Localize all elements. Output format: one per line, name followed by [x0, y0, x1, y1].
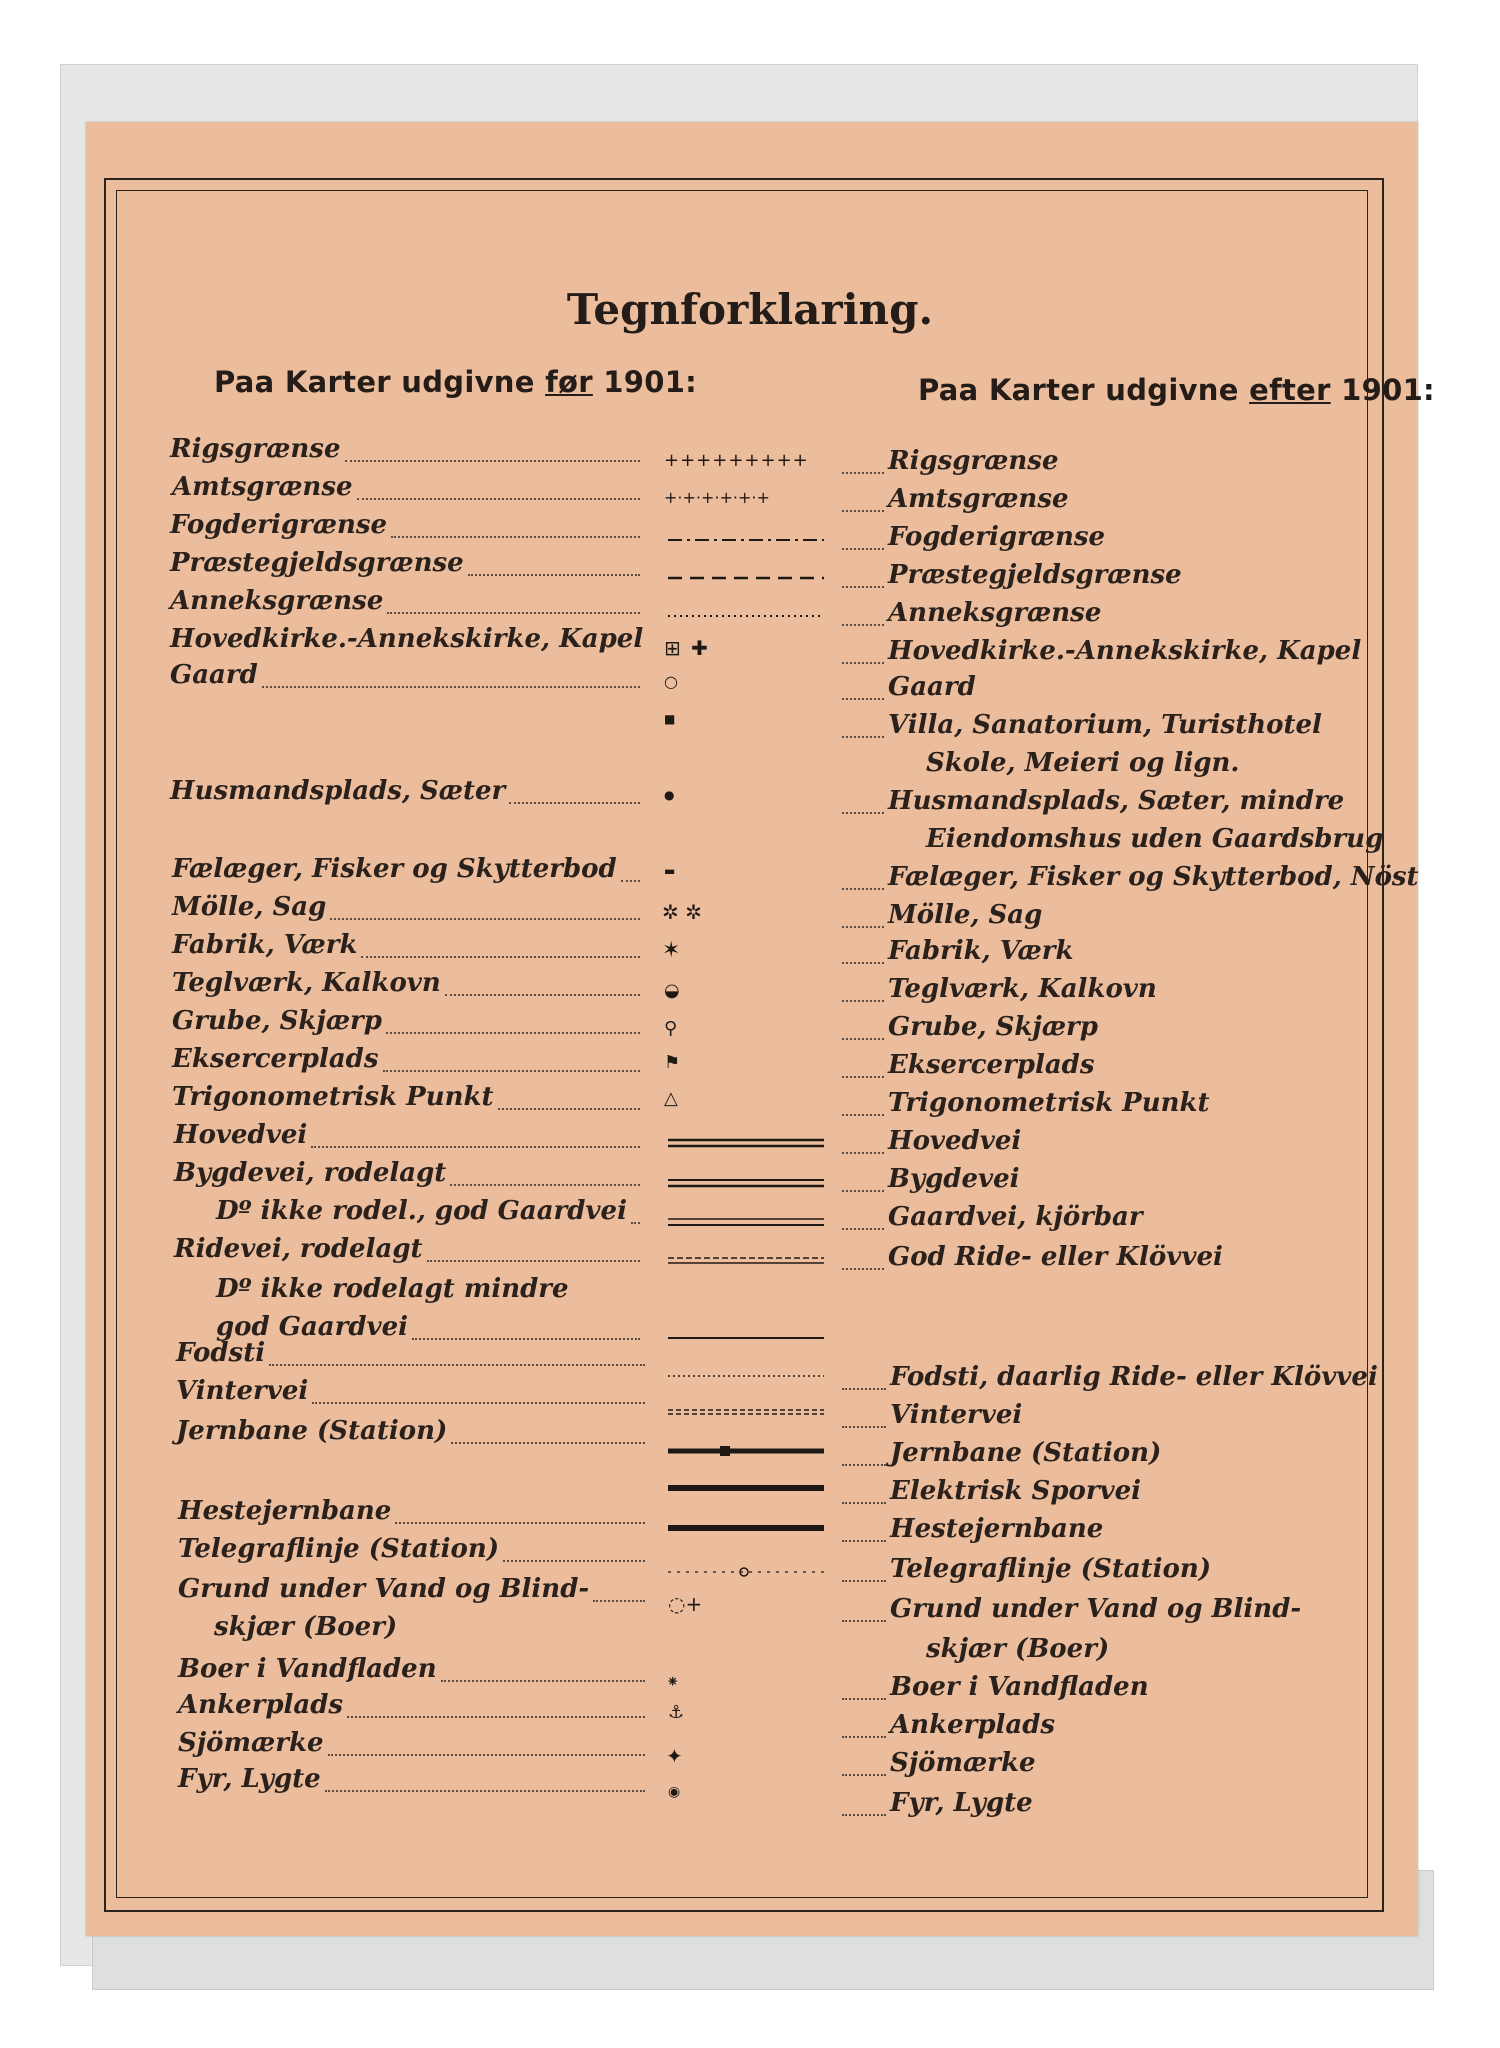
husmand-symbol: ● [664, 788, 675, 802]
left-legend-label: Anneksgrænse [170, 586, 384, 616]
leader-dots [347, 1716, 645, 1718]
leader-dots [312, 1402, 645, 1404]
right-legend-label: Amtsgrænse [888, 484, 1069, 514]
right-legend-label: Gaardvei, kjörbar [888, 1202, 1143, 1232]
sjomaerke-symbol: ✦ [666, 1744, 683, 1768]
left-header-suffix: 1901: [592, 365, 698, 399]
kirke-symbol: ⊞ ✚ [664, 636, 710, 660]
right-header-prefix: Paa Karter udgivne [918, 373, 1250, 407]
leader-dots [842, 1114, 884, 1116]
left-legend-label: Bygdevei, rodelagt [174, 1158, 447, 1188]
leader-dots [842, 624, 884, 626]
right-legend-label: Skole, Meieri og lign. [926, 748, 1240, 778]
left-legend-label: Telegraflinje (Station) [178, 1534, 500, 1564]
left-legend-label: Grube, Skjærp [172, 1006, 382, 1036]
leader-dots [509, 802, 640, 804]
leader-dots [311, 1146, 640, 1148]
leader-dots [412, 1338, 640, 1340]
right-legend-label: Grund under Vand og Blind- [890, 1594, 1302, 1624]
left-legend-label: Vintervei [176, 1376, 309, 1406]
leader-dots [842, 1774, 886, 1776]
leader-dots [328, 1754, 645, 1756]
boer-symbol: ⁕ [666, 1672, 680, 1691]
leader-dots [842, 1502, 886, 1504]
leader-dots [631, 1222, 640, 1224]
right-legend-label: Sjömærke [890, 1748, 1036, 1778]
anneksgraense-symbol [668, 606, 828, 626]
leader-dots [498, 1108, 640, 1110]
fyr-symbol: ◉ [668, 1784, 681, 1800]
amtsgraense-symbol: +·+·+·+·+·+ [664, 488, 770, 507]
left-legend-label: Fælæger, Fisker og Skytterbod [172, 854, 617, 884]
leader-dots [391, 536, 640, 538]
leader-dots [842, 1190, 884, 1192]
leader-dots [842, 472, 884, 474]
left-legend-label: Ankerplads [178, 1690, 344, 1720]
leader-dots [345, 460, 641, 462]
leader-dots [842, 1038, 884, 1040]
leader-dots [842, 548, 884, 550]
hovedvei-symbol [668, 1133, 828, 1153]
leader-dots [842, 1580, 886, 1582]
ridevei-symbol [668, 1250, 828, 1270]
fogderigraense-symbol [668, 530, 828, 550]
right-legend-label: Hestejernbane [890, 1514, 1104, 1544]
left-legend-label: Trigonometrisk Punkt [172, 1082, 494, 1112]
left-legend-label: Eksercerplads [172, 1044, 379, 1074]
page-title: Tegnforklaring. [566, 285, 934, 334]
left-legend-label: Fyr, Lygte [178, 1764, 321, 1794]
left-legend-label: Hovedkirke.-Annekskirke, Kapel [170, 624, 644, 654]
trig-symbol: △ [664, 1088, 678, 1109]
left-legend-label: Boer i Vandfladen [178, 1654, 437, 1684]
leader-dots [842, 1228, 884, 1230]
fabrik-symbol: ✶ [662, 938, 681, 963]
left-legend-label: Jernbane (Station) [176, 1416, 448, 1446]
left-legend-label: Teglværk, Kalkovn [172, 968, 441, 998]
leader-dots [842, 510, 884, 512]
eksercerplads-symbol: ⚑ [664, 1052, 681, 1073]
grube-symbol: ⚲ [664, 1018, 678, 1039]
leader-dots [842, 736, 884, 738]
right-legend-label: Fyr, Lygte [890, 1788, 1033, 1818]
leader-dots [386, 1032, 640, 1034]
left-legend-label: Grund under Vand og Blind- [178, 1574, 590, 1604]
leader-dots [842, 1076, 884, 1078]
telegraflinje-symbol [668, 1562, 828, 1582]
leader-dots [262, 686, 640, 688]
left-legend-label: Fogderigrænse [170, 510, 388, 540]
leader-dots [450, 1184, 640, 1186]
right-legend-label: Villa, Sanatorium, Turisthotel [888, 710, 1322, 740]
vintervei-symbol [668, 1402, 828, 1422]
leader-dots [427, 1260, 640, 1262]
left-header-prefix: Paa Karter udgivne [214, 365, 546, 399]
leader-dots [842, 698, 884, 700]
hestejernbane-symbol [668, 1518, 828, 1538]
left-legend-label: Hestejernbane [178, 1496, 392, 1526]
left-legend-label: skjær (Boer) [214, 1612, 398, 1642]
leader-dots [330, 918, 640, 920]
villa-symbol: ■ [664, 712, 676, 726]
left-legend-label: Mölle, Sag [172, 892, 327, 922]
bod-symbol: ▬ [664, 864, 676, 878]
leader-dots [503, 1560, 645, 1562]
leader-dots [621, 880, 640, 882]
leader-dots [357, 498, 640, 500]
right-legend-label: Telegraflinje (Station) [890, 1554, 1212, 1584]
leader-dots [842, 1152, 884, 1154]
molle-symbol: ✲ ✲ [662, 900, 702, 924]
left-legend-label: Hovedvei [174, 1120, 308, 1150]
right-legend-label: Vintervei [890, 1400, 1023, 1430]
leader-dots [842, 1540, 886, 1542]
left-legend-label: Sjömærke [178, 1728, 324, 1758]
leader-dots [842, 1268, 884, 1270]
right-legend-label: Eksercerplads [888, 1050, 1095, 1080]
left-legend-label: god Gaardvei [216, 1312, 409, 1342]
leader-dots [269, 1364, 645, 1366]
leader-dots [593, 1600, 645, 1602]
left-legend-label: Dº ikke rodelagt mindre [216, 1274, 569, 1304]
praestegjeldsgraense-symbol [668, 568, 828, 588]
right-legend-label: God Ride- eller Klövvei [888, 1242, 1223, 1272]
leader-dots [361, 956, 640, 958]
right-legend-label: Bygdevei [888, 1164, 1020, 1194]
right-legend-label: Teglværk, Kalkovn [888, 974, 1157, 1004]
teglvaerk-symbol: ◒ [664, 980, 680, 1001]
left-legend-label: Dº ikke rodel., god Gaardvei [216, 1196, 627, 1226]
left-legend-label: Præstegjeldsgrænse [170, 548, 464, 578]
left-legend-label: Rigsgrænse [170, 434, 341, 464]
left-legend-label: Fodsti [176, 1338, 266, 1368]
leader-dots [842, 812, 884, 814]
right-legend-label: Trigonometrisk Punkt [888, 1088, 1210, 1118]
right-legend-label: skjær (Boer) [926, 1634, 1110, 1664]
leader-dots [842, 1814, 886, 1816]
right-legend-label: Fogderigrænse [888, 522, 1106, 552]
leader-dots [842, 962, 884, 964]
left-header-underlined: før [545, 365, 593, 399]
left-legend-label: Gaard [170, 660, 258, 690]
right-legend-label: Fodsti, daarlig Ride- eller Klövvei [890, 1362, 1378, 1392]
leader-dots [842, 888, 884, 890]
grund-symbol: ◌+ [668, 1592, 703, 1616]
leader-dots [842, 1000, 884, 1002]
left-legend-label: Ridevei, rodelagt [174, 1234, 423, 1264]
leader-dots [451, 1442, 645, 1444]
leader-dots [842, 662, 884, 664]
right-legend-label: Ankerplads [890, 1710, 1056, 1740]
right-legend-label: Hovedvei [888, 1126, 1022, 1156]
leader-dots [842, 1620, 886, 1622]
leader-dots [468, 574, 640, 576]
gaardvei-symbol [668, 1212, 828, 1232]
left-legend-label: Amtsgrænse [172, 472, 353, 502]
right-legend-label: Boer i Vandfladen [890, 1672, 1149, 1702]
leader-dots [842, 1464, 886, 1466]
right-legend-label: Jernbane (Station) [890, 1438, 1162, 1468]
rigsgraense-symbol: +++++++++ [664, 450, 809, 471]
bygdevei-symbol [668, 1173, 828, 1193]
right-header-underlined: efter [1249, 373, 1331, 407]
leader-dots [395, 1522, 645, 1524]
right-header-suffix: 1901: [1330, 373, 1435, 407]
leader-dots [445, 994, 640, 996]
right-legend-label: Rigsgrænse [888, 446, 1059, 476]
leader-dots [842, 926, 884, 928]
right-legend-label: Fælæger, Fisker og Skytterbod, Nöst [888, 862, 1419, 892]
right-legend-label: Grube, Skjærp [888, 1012, 1098, 1042]
right-legend-label: Fabrik, Værk [888, 936, 1074, 966]
left-column-header [214, 365, 697, 399]
right-legend-label: Præstegjeldsgrænse [888, 560, 1182, 590]
right-legend-label: Gaard [888, 672, 976, 702]
elektrisk-sporvei-symbol [668, 1478, 828, 1498]
leader-dots [387, 612, 640, 614]
leader-dots [842, 1388, 886, 1390]
fodsti-plain-symbol [668, 1328, 828, 1348]
leader-dots [842, 1736, 886, 1738]
right-legend-label: Husmandsplads, Sæter, mindre [888, 786, 1345, 816]
ankerplads-symbol: ⚓ [668, 1702, 685, 1723]
gaard-symbol: ○ [664, 672, 678, 691]
left-legend-label: Husmandsplads, Sæter [170, 776, 506, 806]
leader-dots [441, 1680, 645, 1682]
jernbane-symbol [668, 1441, 828, 1461]
fodsti-symbol [668, 1366, 828, 1386]
right-legend-label: Hovedkirke.-Annekskirke, Kapel [888, 636, 1362, 666]
leader-dots [325, 1790, 645, 1792]
left-legend-label: Fabrik, Værk [172, 930, 358, 960]
leader-dots [842, 1426, 886, 1428]
right-legend-label: Elektrisk Sporvei [890, 1476, 1142, 1506]
right-column-header [918, 373, 1435, 407]
right-legend-label: Eiendomshus uden Gaardsbrug [926, 824, 1384, 854]
right-legend-label: Anneksgrænse [888, 598, 1102, 628]
leader-dots [383, 1070, 640, 1072]
right-legend-label: Mölle, Sag [888, 900, 1043, 930]
leader-dots [842, 586, 884, 588]
leader-dots [842, 1698, 886, 1700]
